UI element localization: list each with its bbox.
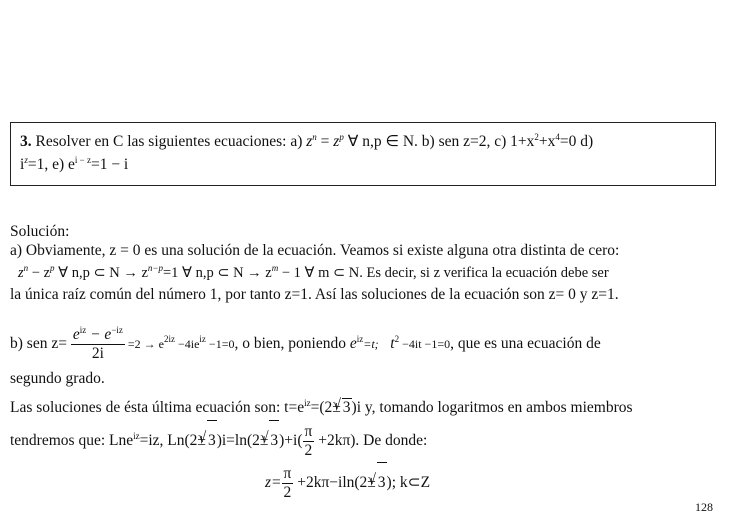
final-z: z= <box>265 474 282 491</box>
var-z: z <box>306 133 313 150</box>
mid-term: −4ie <box>174 337 200 351</box>
final-end: ); k⊂Z <box>386 474 431 491</box>
problem-text-b: b) sen z=2, c) 1+x <box>417 133 535 150</box>
problem-text: Resolver en C las siguientes ecuaciones: a) <box>35 133 303 150</box>
b-line3-eq: =(2± <box>310 399 341 416</box>
problem-text-e: =1, e) e <box>27 156 75 173</box>
solution-a-line-2 <box>18 264 609 282</box>
quantifier-text-2: =1 ∀ n,p ⊂ N → z <box>162 265 272 281</box>
exp-i-minus-z: i − z <box>74 155 91 165</box>
exp-iz: iz <box>133 431 140 441</box>
exp-iz: iz <box>304 398 311 408</box>
eq-arrow: =2 → e <box>124 337 164 351</box>
final-rest: +2kπ−iln(2± <box>293 474 376 491</box>
var-z: z <box>18 265 24 281</box>
fraction-pi-over-2-final: $\frac{\pi}{2}$ <box>283 464 292 501</box>
sqrt-3: √ 3 <box>342 398 352 417</box>
eq-sign: = <box>316 133 334 150</box>
b-line3-text: Las soluciones de ésta última ecuación son: t=e <box>10 399 305 416</box>
problem-text-f: =1 − i <box>90 156 129 173</box>
solution-a-line-1: a) Obviamente, z = 0 es una solución de la ecuación. Veamos si existe alguna otra distinta de cero: <box>10 242 620 259</box>
quadratic: −4it −1=0 <box>399 337 451 351</box>
exp-m: m <box>271 263 279 273</box>
var-e: e <box>349 335 357 352</box>
exp-4: 4 <box>555 132 560 142</box>
quantifier-text: ∀ n,p ∈ N. <box>343 133 418 150</box>
fraction-denominator: 2i <box>91 344 104 362</box>
var-t: t <box>390 335 395 352</box>
b-line4-i: )+i( <box>279 432 303 449</box>
b-line4-ln: )i=ln(2± <box>216 432 269 449</box>
exp-z: z <box>24 155 28 165</box>
exp-2iz: 2iz <box>163 334 175 344</box>
problem-text-c: =0 d) <box>559 133 594 150</box>
final-formula <box>265 462 430 502</box>
problem-line-1 <box>20 133 593 151</box>
exp-n-minus-p: n−p <box>147 263 163 273</box>
b-text-2: , que es una ecuación de <box>450 335 601 352</box>
solution-a-text: − 1 ∀ m ⊂ N. Es decir, si z verifica la ecuación debe ser <box>278 265 609 281</box>
exp-2: 2 <box>534 132 539 142</box>
b-prefix: b) sen z= <box>10 335 67 352</box>
var-i: i <box>20 156 25 173</box>
eq-t: =t; <box>363 337 379 351</box>
var-z: z <box>333 133 340 150</box>
solution-b-line-1 <box>10 320 601 368</box>
b-text-1: , o bien, poniendo <box>234 335 350 352</box>
b-line4-rest: +2kπ). De donde: <box>314 432 428 449</box>
problem-statement-box <box>10 122 716 186</box>
sqrt-3: √ 3 <box>269 420 279 461</box>
b-line3-rest: )i y, tomando logaritmos en ambos miembros <box>351 399 633 416</box>
solution-heading: Solución: <box>10 223 70 240</box>
problem-line-2 <box>20 156 128 174</box>
page-number: 128 <box>695 500 713 514</box>
b-line4-text: tendremos que: Lne <box>10 432 134 449</box>
minus-z: − z <box>28 265 51 281</box>
sqrt-3: √ 3 <box>377 462 387 503</box>
exp-p: p <box>339 132 344 142</box>
problem-number: 3. <box>20 133 32 150</box>
b-line4-eq: =iz, Ln(2± <box>139 432 206 449</box>
exp-p: p <box>50 263 55 273</box>
sqrt-3: √ 3 <box>207 420 217 461</box>
exp-n: n <box>312 132 317 142</box>
exp-iz: iz <box>356 334 364 344</box>
exp-2: 2 <box>394 334 400 344</box>
solution-a-line-3: la única raíz común del número 1, por tanto z=1. Así las soluciones de la ecuación son z= 0 y z=1. <box>10 286 619 303</box>
solution-b-line-4 <box>10 420 427 460</box>
plus-x: +x <box>538 133 556 150</box>
fraction-numerator: $e^{iz} - e^{-iz}$ <box>72 324 123 343</box>
fraction-pi-over-2: $\frac{\pi}{2}$ <box>304 422 313 459</box>
fraction-sen-z <box>71 326 125 363</box>
quantifier-text: ∀ n,p ⊂ N → z <box>54 265 148 281</box>
exp-n: n <box>23 263 29 273</box>
solution-b-line-3 <box>10 398 633 417</box>
solution-b-line-2: segundo grado. <box>10 370 105 387</box>
mid-term-2: −1=0 <box>205 337 235 351</box>
exp-iz: iz <box>199 334 206 344</box>
